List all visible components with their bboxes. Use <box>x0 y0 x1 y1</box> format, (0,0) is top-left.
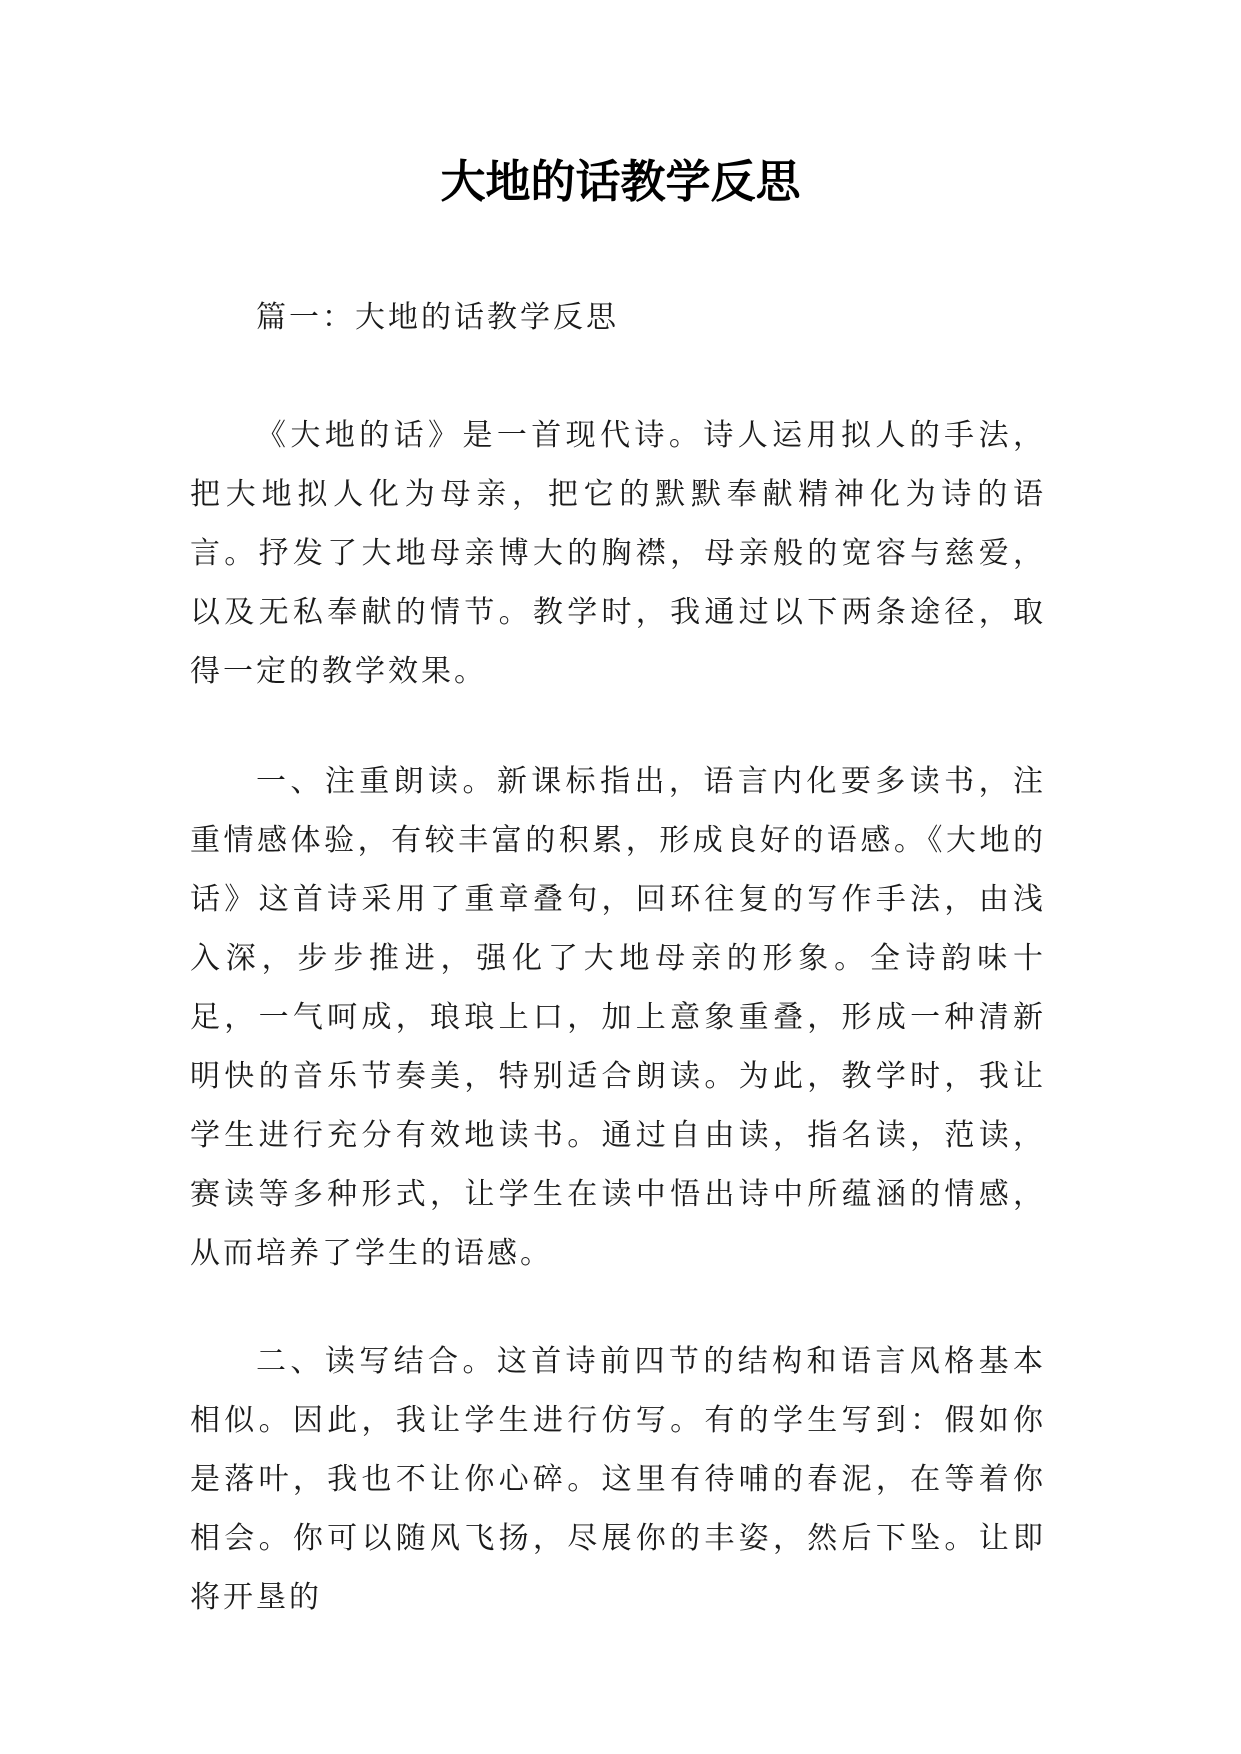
paragraph-reading-aloud: 一、注重朗读。新课标指出，语言内化要多读书，注重情感体验，有较丰富的积累，形成良好的语感。《大地的话》这首诗采用了重章叠句，回环往复的写作手法，由浅入深，步步推进，强化了大地母亲的形象。全诗韵味十足，一气呵成，琅琅上口，加上意象重叠，形成一种清新明快的音乐节奏美，特别适合朗读。为此，教学时，我让学生进行充分有效地读书。通过自由读，指名读，范读，赛读等多种形式，让学生在读中悟出诗中所蕴涵的情感，从而培养了学生的语感。 <box>190 764 1046 1271</box>
document-title: 大地的话教学反思 <box>440 155 801 208</box>
paragraph-intro: 《大地的话》是一首现代诗。诗人运用拟人的手法，把大地拟人化为母亲，把它的默默奉献精神化为诗的语言。抒发了大地母亲博大的胸襟，母亲般的宽容与慈爱，以及无私奉献的情节。教学时，我通过以下两条途径，取得一定的教学效果。 <box>190 418 1046 689</box>
section-heading: 篇一：大地的话教学反思 <box>256 300 619 335</box>
paragraph-reading-writing: 二、读写结合。这首诗前四节的结构和语言风格基本相似。因此，我让学生进行仿写。有的学生写到：假如你是落叶，我也不让你心碎。这里有待哺的春泥，在等着你相会。你可以随风飞扬，尽展你的丰姿，然后下坠。让即将开垦的 <box>190 1344 1046 1615</box>
